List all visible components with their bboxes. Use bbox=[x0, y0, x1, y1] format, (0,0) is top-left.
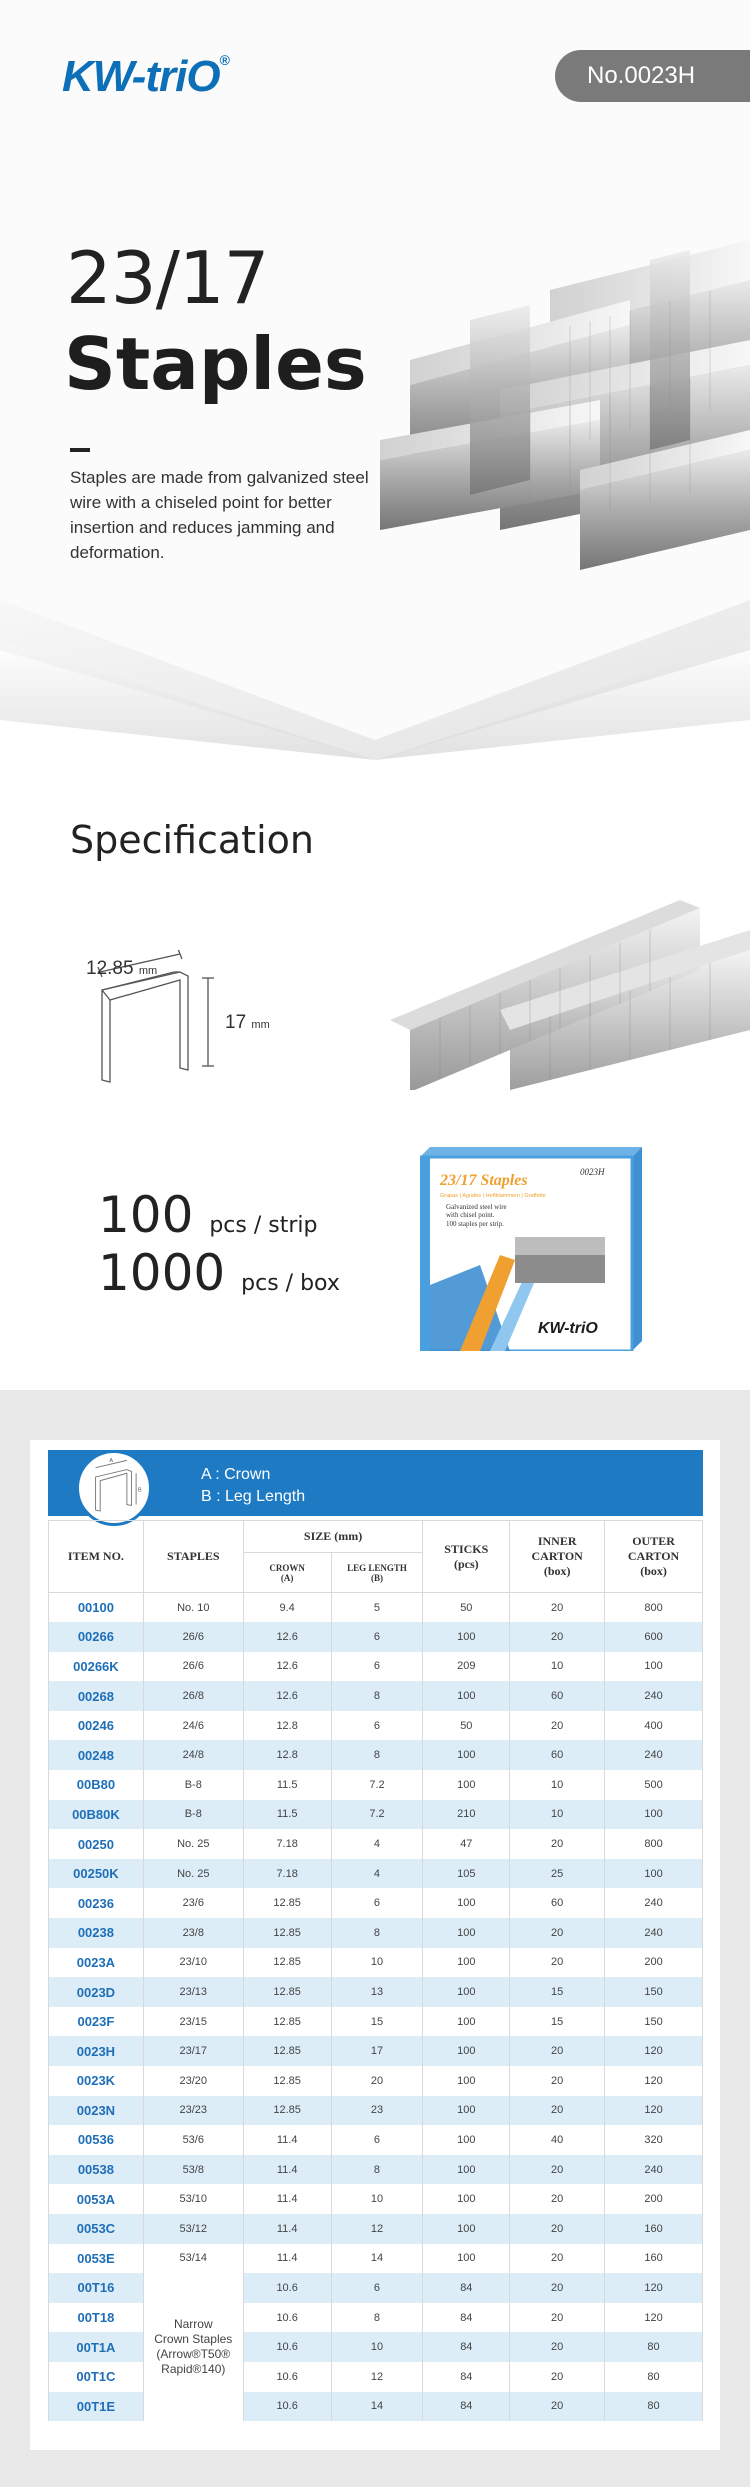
cell-outer: 150 bbox=[605, 1977, 703, 2007]
crown-unit: mm bbox=[138, 965, 158, 977]
table-row bbox=[49, 2244, 703, 2274]
table-row bbox=[49, 2125, 703, 2155]
cell-crown: 12.6 bbox=[243, 1681, 331, 1711]
per-strip-count bbox=[98, 1186, 317, 1244]
cell-inner: 20 bbox=[510, 1918, 605, 1948]
narrow-label-3: (Arrow®T50® bbox=[156, 2347, 231, 2362]
cell-inner: 10 bbox=[510, 1770, 605, 1800]
cell-inner: 20 bbox=[510, 2155, 605, 2185]
cell-sticks: 100 bbox=[423, 2244, 510, 2274]
cell-item: 0023H bbox=[49, 2036, 144, 2066]
cell-outer: 200 bbox=[605, 2184, 703, 2214]
cell-item: 00T18 bbox=[49, 2303, 144, 2333]
table-row bbox=[49, 1711, 703, 1741]
cell-sticks: 100 bbox=[423, 1681, 510, 1711]
cell-crown: 12.8 bbox=[243, 1711, 331, 1741]
cell-outer: 100 bbox=[605, 1800, 703, 1830]
table-row bbox=[49, 1681, 703, 1711]
header-outer-label-2: CARTON bbox=[627, 1549, 680, 1563]
header-outer-carton bbox=[605, 1521, 703, 1593]
cell-sticks: 100 bbox=[423, 1888, 510, 1918]
item-table-card bbox=[30, 1440, 720, 2450]
cell-outer: 320 bbox=[605, 2125, 703, 2155]
table-row bbox=[49, 2036, 703, 2066]
cell-staples: 26/6 bbox=[143, 1622, 243, 1652]
table-row bbox=[49, 2155, 703, 2185]
hero-divider bbox=[70, 448, 90, 452]
cell-staples: 23/6 bbox=[143, 1888, 243, 1918]
cell-item: 00266K bbox=[49, 1652, 144, 1682]
cell-leg: 10 bbox=[331, 1948, 423, 1978]
header-sticks-unit: (pcs) bbox=[453, 1556, 479, 1571]
table-row bbox=[49, 1888, 703, 1918]
cell-inner: 10 bbox=[510, 1652, 605, 1682]
svg-text:B: B bbox=[137, 1487, 142, 1494]
cell-outer: 500 bbox=[605, 1770, 703, 1800]
cell-leg: 6 bbox=[331, 2273, 423, 2303]
cell-sticks: 100 bbox=[423, 1977, 510, 2007]
cell-item: 00536 bbox=[49, 2125, 144, 2155]
narrow-label-4: Rapid®140) bbox=[161, 2362, 226, 2377]
cell-item: 00250 bbox=[49, 1829, 144, 1859]
specification-heading: Specification bbox=[70, 818, 314, 862]
cell-item: 0023A bbox=[49, 1948, 144, 1978]
per-strip-value: 100 bbox=[98, 1186, 194, 1244]
header-outer-label: OUTER bbox=[632, 1534, 675, 1548]
cell-crown: 12.6 bbox=[243, 1652, 331, 1682]
cell-inner: 20 bbox=[510, 2096, 605, 2126]
cell-item: 00268 bbox=[49, 1681, 144, 1711]
brand-logo-text: KW-triO bbox=[62, 52, 220, 101]
cell-sticks: 47 bbox=[423, 1829, 510, 1859]
cell-sticks: 100 bbox=[423, 2214, 510, 2244]
cell-outer: 800 bbox=[605, 1829, 703, 1859]
cell-leg: 8 bbox=[331, 1740, 423, 1770]
item-table-section bbox=[0, 1390, 750, 2487]
cell-item: 00238 bbox=[49, 1918, 144, 1948]
table-row bbox=[49, 1829, 703, 1859]
cell-inner: 15 bbox=[510, 1977, 605, 2007]
cell-inner: 20 bbox=[510, 1829, 605, 1859]
cell-crown: 10.6 bbox=[243, 2303, 331, 2333]
cell-inner: 40 bbox=[510, 2125, 605, 2155]
cell-sticks: 100 bbox=[423, 1770, 510, 1800]
header-inner-carton bbox=[510, 1521, 605, 1593]
cell-outer: 100 bbox=[605, 1859, 703, 1889]
cell-item: 00B80K bbox=[49, 1800, 144, 1830]
header-item-no: ITEM NO. bbox=[49, 1521, 144, 1593]
cell-outer: 120 bbox=[605, 2273, 703, 2303]
cell-inner: 20 bbox=[510, 2244, 605, 2274]
cell-inner: 20 bbox=[510, 2036, 605, 2066]
cell-sticks: 50 bbox=[423, 1593, 510, 1623]
cell-staples: No. 25 bbox=[143, 1859, 243, 1889]
table-row bbox=[49, 2066, 703, 2096]
header-outer-unit: (box) bbox=[640, 1564, 667, 1578]
table-row bbox=[49, 1770, 703, 1800]
cell-outer: 80 bbox=[605, 2362, 703, 2392]
cell-crown: 11.4 bbox=[243, 2244, 331, 2274]
cell-staples: 23/17 bbox=[143, 2036, 243, 2066]
header-inner-label: INNER bbox=[537, 1534, 577, 1548]
cell-outer: 240 bbox=[605, 1888, 703, 1918]
cell-crown: 12.85 bbox=[243, 1948, 331, 1978]
box-bullet-1b: with chisel point. bbox=[446, 1211, 495, 1219]
header-leg-sub: (B) bbox=[370, 1572, 383, 1583]
box-title: 23/17 Staples bbox=[440, 1172, 528, 1189]
table-row bbox=[49, 1859, 703, 1889]
cell-leg: 14 bbox=[331, 2244, 423, 2274]
cell-inner: 20 bbox=[510, 1948, 605, 1978]
cell-sticks: 84 bbox=[423, 2392, 510, 2422]
header-crown-label: CROWN bbox=[269, 1562, 305, 1573]
cell-sticks: 84 bbox=[423, 2273, 510, 2303]
cell-staples: 26/8 bbox=[143, 1681, 243, 1711]
cell-item: 00T16 bbox=[49, 2273, 144, 2303]
cell-sticks: 210 bbox=[423, 1800, 510, 1830]
staple-legend-icon bbox=[76, 1450, 152, 1526]
cell-crown: 12.85 bbox=[243, 1888, 331, 1918]
staple-strip-closeup-illustration bbox=[380, 860, 750, 1090]
box-bullet-2: 100 staples per strip. bbox=[446, 1220, 504, 1228]
per-box-unit: pcs / box bbox=[241, 1271, 340, 1296]
table-row bbox=[49, 2184, 703, 2214]
table-row bbox=[49, 1593, 703, 1623]
cell-item: 00T1E bbox=[49, 2392, 144, 2422]
cell-outer: 160 bbox=[605, 2244, 703, 2274]
item-specification-table bbox=[48, 1520, 703, 2421]
cell-inner: 20 bbox=[510, 2303, 605, 2333]
svg-text:A: A bbox=[109, 1458, 114, 1465]
narrow-label-2: Crown Staples bbox=[154, 2332, 233, 2347]
cell-inner: 60 bbox=[510, 1888, 605, 1918]
header-crown bbox=[243, 1553, 331, 1593]
cell-leg: 20 bbox=[331, 2066, 423, 2096]
cell-sticks: 84 bbox=[423, 2362, 510, 2392]
cell-staples: 24/8 bbox=[143, 1740, 243, 1770]
cell-outer: 120 bbox=[605, 2036, 703, 2066]
cell-staples: 23/10 bbox=[143, 1948, 243, 1978]
leg-value: 17 bbox=[225, 1012, 247, 1033]
cell-outer: 600 bbox=[605, 1622, 703, 1652]
cell-sticks: 50 bbox=[423, 1711, 510, 1741]
cell-item: 00248 bbox=[49, 1740, 144, 1770]
cell-staples: B-8 bbox=[143, 1800, 243, 1830]
cell-item: 0053E bbox=[49, 2244, 144, 2274]
product-box-illustration bbox=[420, 1145, 642, 1351]
header-inner-label-2: CARTON bbox=[531, 1549, 583, 1563]
cell-inner: 10 bbox=[510, 1800, 605, 1830]
cell-inner: 20 bbox=[510, 2362, 605, 2392]
cell-item: 0023N bbox=[49, 2096, 144, 2126]
cell-inner: 20 bbox=[510, 2214, 605, 2244]
cell-leg: 13 bbox=[331, 1977, 423, 2007]
cell-sticks: 100 bbox=[423, 1948, 510, 1978]
cell-leg: 14 bbox=[331, 2392, 423, 2422]
cell-outer: 240 bbox=[605, 1681, 703, 1711]
cell-sticks: 100 bbox=[423, 2184, 510, 2214]
cell-leg: 4 bbox=[331, 1859, 423, 1889]
cell-sticks: 100 bbox=[423, 2125, 510, 2155]
cell-crown: 11.5 bbox=[243, 1770, 331, 1800]
cell-inner: 60 bbox=[510, 1681, 605, 1711]
cell-outer: 150 bbox=[605, 2007, 703, 2037]
cell-leg: 12 bbox=[331, 2362, 423, 2392]
cell-crown: 7.18 bbox=[243, 1859, 331, 1889]
cell-crown: 10.6 bbox=[243, 2332, 331, 2362]
cell-outer: 240 bbox=[605, 1740, 703, 1770]
cell-outer: 120 bbox=[605, 2066, 703, 2096]
cell-outer: 160 bbox=[605, 2214, 703, 2244]
cell-item: 00T1A bbox=[49, 2332, 144, 2362]
brand-logo bbox=[62, 52, 229, 102]
cell-inner: 20 bbox=[510, 1593, 605, 1623]
cell-crown: 10.6 bbox=[243, 2273, 331, 2303]
cell-leg: 5 bbox=[331, 1593, 423, 1623]
cell-outer: 800 bbox=[605, 1593, 703, 1623]
cell-leg: 6 bbox=[331, 2125, 423, 2155]
cell-crown: 11.4 bbox=[243, 2214, 331, 2244]
cell-crown: 10.6 bbox=[243, 2362, 331, 2392]
cell-inner: 25 bbox=[510, 1859, 605, 1889]
cell-outer: 400 bbox=[605, 1711, 703, 1741]
cell-leg: 12 bbox=[331, 2214, 423, 2244]
cell-sticks: 100 bbox=[423, 2066, 510, 2096]
hero-title: Staples bbox=[64, 322, 367, 406]
cell-outer: 80 bbox=[605, 2392, 703, 2422]
cell-sticks: 84 bbox=[423, 2303, 510, 2333]
cell-sticks: 105 bbox=[423, 1859, 510, 1889]
cell-inner: 20 bbox=[510, 2184, 605, 2214]
cell-item: 0053C bbox=[49, 2214, 144, 2244]
cell-item: 00246 bbox=[49, 1711, 144, 1741]
cell-leg: 23 bbox=[331, 2096, 423, 2126]
cell-leg: 6 bbox=[331, 1711, 423, 1741]
cell-leg: 6 bbox=[331, 1888, 423, 1918]
leg-dimension-label bbox=[225, 1012, 270, 1034]
cell-leg: 7.2 bbox=[331, 1800, 423, 1830]
cell-inner: 20 bbox=[510, 2066, 605, 2096]
legend-leg: B : Leg Length bbox=[201, 1488, 306, 1505]
header-leg-length bbox=[331, 1553, 423, 1593]
cell-leg: 8 bbox=[331, 1918, 423, 1948]
cell-leg: 10 bbox=[331, 2184, 423, 2214]
cell-leg: 10 bbox=[331, 2332, 423, 2362]
cell-staples: 23/15 bbox=[143, 2007, 243, 2037]
cell-inner: 20 bbox=[510, 2273, 605, 2303]
box-subtitle: Grapas | Agrafes | Heftklammern | Graffette bbox=[440, 1193, 546, 1199]
cell-outer: 240 bbox=[605, 2155, 703, 2185]
legend-text bbox=[201, 1464, 305, 1508]
crown-dimension-label bbox=[86, 958, 157, 980]
table-row bbox=[49, 1622, 703, 1652]
cell-staples: 23/20 bbox=[143, 2066, 243, 2096]
cell-leg: 17 bbox=[331, 2036, 423, 2066]
box-logo: KW-triO bbox=[538, 1320, 598, 1337]
brand-logo-mark: ® bbox=[219, 52, 229, 68]
leg-unit: mm bbox=[251, 1019, 270, 1031]
cell-staples: 53/8 bbox=[143, 2155, 243, 2185]
cell-inner: 20 bbox=[510, 2332, 605, 2362]
cell-item: 00B80 bbox=[49, 1770, 144, 1800]
cell-item: 0053A bbox=[49, 2184, 144, 2214]
cell-crown: 11.4 bbox=[243, 2125, 331, 2155]
cell-sticks: 100 bbox=[423, 2096, 510, 2126]
narrow-label-1: Narrow bbox=[173, 2317, 213, 2332]
cell-crown: 12.6 bbox=[243, 1622, 331, 1652]
cell-staples-narrow-crown bbox=[143, 2273, 243, 2421]
cell-crown: 12.85 bbox=[243, 2007, 331, 2037]
cell-leg: 8 bbox=[331, 2155, 423, 2185]
per-strip-unit: pcs / strip bbox=[209, 1213, 318, 1238]
cell-sticks: 209 bbox=[423, 1652, 510, 1682]
cell-outer: 100 bbox=[605, 1652, 703, 1682]
cell-staples: 24/6 bbox=[143, 1711, 243, 1741]
cell-item: 00236 bbox=[49, 1888, 144, 1918]
cell-staples: B-8 bbox=[143, 1770, 243, 1800]
header-leg-label: LEG LENGTH bbox=[347, 1562, 407, 1573]
cell-inner: 20 bbox=[510, 1622, 605, 1652]
cell-sticks: 100 bbox=[423, 2036, 510, 2066]
cell-inner: 20 bbox=[510, 1711, 605, 1741]
header-inner-unit: (box) bbox=[543, 1564, 571, 1578]
cell-sticks: 100 bbox=[423, 2155, 510, 2185]
table-row bbox=[49, 1740, 703, 1770]
cell-outer: 120 bbox=[605, 2096, 703, 2126]
hero-staple-size: 23/17 bbox=[66, 236, 269, 320]
cell-sticks: 100 bbox=[423, 1918, 510, 1948]
cell-outer: 120 bbox=[605, 2303, 703, 2333]
cell-staples: 53/10 bbox=[143, 2184, 243, 2214]
hero-description: Staples are made from galvanized steel wire with a chiseled point for better insertion and reduces jamming and deformation. bbox=[70, 468, 369, 562]
cell-staples: 23/13 bbox=[143, 1977, 243, 2007]
cell-crown: 11.4 bbox=[243, 2184, 331, 2214]
table-row bbox=[49, 1948, 703, 1978]
cell-staples: 26/6 bbox=[143, 1652, 243, 1682]
cell-item: 00250K bbox=[49, 1859, 144, 1889]
cell-crown: 11.5 bbox=[243, 1800, 331, 1830]
cell-crown: 7.18 bbox=[243, 1829, 331, 1859]
cell-leg: 4 bbox=[331, 1829, 423, 1859]
cell-sticks: 84 bbox=[423, 2332, 510, 2362]
cell-leg: 8 bbox=[331, 2303, 423, 2333]
header-sticks bbox=[423, 1521, 510, 1593]
cell-crown: 12.8 bbox=[243, 1740, 331, 1770]
cell-outer: 240 bbox=[605, 1918, 703, 1948]
cell-crown: 12.85 bbox=[243, 1977, 331, 2007]
cell-crown: 11.4 bbox=[243, 2155, 331, 2185]
table-row bbox=[49, 2273, 703, 2303]
legend-bar bbox=[48, 1450, 703, 1516]
cell-outer: 80 bbox=[605, 2332, 703, 2362]
cell-item: 00100 bbox=[49, 1593, 144, 1623]
table-row bbox=[49, 1918, 703, 1948]
table-row bbox=[49, 2214, 703, 2244]
per-box-value: 1000 bbox=[98, 1244, 226, 1302]
cell-item: 0023F bbox=[49, 2007, 144, 2037]
header-sticks-label: STICKS bbox=[444, 1541, 489, 1556]
cell-inner: 15 bbox=[510, 2007, 605, 2037]
cell-sticks: 100 bbox=[423, 1622, 510, 1652]
cell-crown: 9.4 bbox=[243, 1593, 331, 1623]
cell-outer: 200 bbox=[605, 1948, 703, 1978]
cell-item: 0023D bbox=[49, 1977, 144, 2007]
cell-staples: 53/6 bbox=[143, 2125, 243, 2155]
cell-staples: No. 25 bbox=[143, 1829, 243, 1859]
item-table-body bbox=[49, 1593, 703, 2422]
table-row bbox=[49, 1652, 703, 1682]
cell-item: 00266 bbox=[49, 1622, 144, 1652]
cell-crown: 10.6 bbox=[243, 2392, 331, 2422]
cell-sticks: 100 bbox=[423, 2007, 510, 2037]
legend-crown: A : Crown bbox=[201, 1466, 271, 1483]
header-staples: STAPLES bbox=[143, 1521, 243, 1593]
header-crown-sub: (A) bbox=[280, 1572, 294, 1583]
cell-leg: 8 bbox=[331, 1681, 423, 1711]
staple-strips-illustration bbox=[350, 230, 750, 570]
per-box-count bbox=[98, 1244, 340, 1302]
cell-crown: 12.85 bbox=[243, 2036, 331, 2066]
crown-value: 12.85 bbox=[86, 958, 134, 979]
table-row bbox=[49, 2096, 703, 2126]
cell-inner: 60 bbox=[510, 1740, 605, 1770]
box-model: 0023H bbox=[580, 1167, 605, 1177]
table-row bbox=[49, 1977, 703, 2007]
cell-crown: 12.85 bbox=[243, 1918, 331, 1948]
cell-inner: 20 bbox=[510, 2392, 605, 2422]
cell-leg: 7.2 bbox=[331, 1770, 423, 1800]
model-number-badge: No.0023H bbox=[555, 50, 750, 102]
cell-sticks: 100 bbox=[423, 1740, 510, 1770]
cell-staples: 23/23 bbox=[143, 2096, 243, 2126]
cell-staples: No. 10 bbox=[143, 1593, 243, 1623]
box-bullet-1: Galvanized steel wire bbox=[446, 1203, 507, 1211]
cell-staples: 53/14 bbox=[143, 2244, 243, 2274]
header-size: SIZE (mm) bbox=[243, 1521, 423, 1553]
cell-crown: 12.85 bbox=[243, 2066, 331, 2096]
cell-staples: 53/12 bbox=[143, 2214, 243, 2244]
table-row bbox=[49, 1800, 703, 1830]
hero-section bbox=[0, 0, 750, 760]
cell-leg: 6 bbox=[331, 1622, 423, 1652]
cell-item: 00538 bbox=[49, 2155, 144, 2185]
cell-leg: 6 bbox=[331, 1652, 423, 1682]
cell-leg: 15 bbox=[331, 2007, 423, 2037]
table-row bbox=[49, 2007, 703, 2037]
cell-crown: 12.85 bbox=[243, 2096, 331, 2126]
cell-staples: 23/8 bbox=[143, 1918, 243, 1948]
cell-item: 00T1C bbox=[49, 2362, 144, 2392]
cell-item: 0023K bbox=[49, 2066, 144, 2096]
